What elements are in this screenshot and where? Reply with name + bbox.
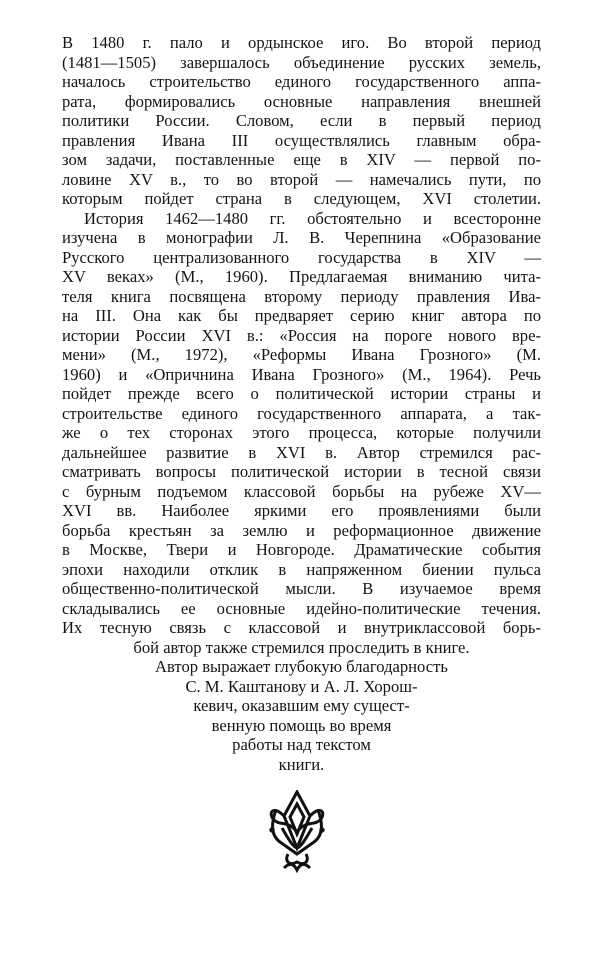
text-line: политики России. Словом, если в первый период [62, 111, 541, 130]
text-line: зом задачи, поставленные еще в XIV — первой по- [62, 150, 541, 169]
text-line: борьба крестьян за землю и реформационное движение [62, 520, 541, 540]
text-line: в Москве, Твери и Новгороде. Драматические события [62, 540, 541, 559]
text-line: же о тех сторонах этого процесса, которые получили [62, 423, 541, 442]
text-line: правления Ивана III осуществлялись главным обра- [62, 130, 541, 150]
centered-text-line: работы над текстом [232, 735, 371, 754]
text-line: сматривать вопросы политической истории в тесной связи [62, 462, 541, 481]
text-line: истории России XVI в.: «Россия на пороге нового вре- [62, 325, 541, 345]
text-line: строительстве единого государственного аппарата, а так- [62, 403, 541, 423]
centered-text-line: венную помощь во время [211, 715, 392, 735]
interlace-ornament-icon [266, 790, 328, 874]
text-line: История 1462—1480 гг. обстоятельно и всесторонне [84, 208, 541, 228]
centered-text-line: кевич, оказавшим ему сущест- [193, 696, 410, 715]
text-line: дальнейшее развитие в XVI в. Автор стремился рас- [62, 442, 541, 462]
centered-text-line: Автор выражает глубокую благодарность [155, 657, 448, 676]
text-line: общественно-политической мысли. В изучаемое время [62, 579, 541, 598]
text-line: мени» (М., 1972), «Реформы Ивана Грозного» (М. [62, 345, 541, 364]
text-line: с бурным подъемом классовой борьбы на рубеже XV— [62, 481, 541, 501]
text-line: 1960) и «Опричнина Ивана Грозного» (М., 1964). Речь [62, 364, 541, 384]
text-line: на III. Она как бы предваряет серию книг автора по [62, 306, 541, 325]
text-line: XV веках» (М., 1960). Предлагаемая вниманию чита- [62, 267, 541, 286]
text-line: ловине XV в., то во второй — намечались пути, по [62, 169, 541, 189]
text-line: началось строительство единого государственного аппа- [62, 72, 541, 91]
text-line: В 1480 г. пало и ордынское иго. Во второй период [62, 33, 541, 52]
text-line: складывались ее основные идейно-политические течения. [62, 598, 541, 618]
text-line: изучена в монографии Л. В. Черепнина «Образование [62, 228, 541, 247]
centered-text-line: книги. [278, 754, 325, 774]
page-body [62, 33, 541, 774]
text-line: XVI вв. Наиболее яркими его проявлениями были [62, 501, 541, 520]
text-line: пойдет прежде всего о политической истории страны и [62, 384, 541, 403]
text-line: теля книга посвящена второму периоду правления Ива- [62, 286, 541, 306]
text-line: Их тесную связь с классовой и внутриклассовой борь- [62, 618, 541, 637]
centered-text-line: С. М. Каштанову и А. Л. Хорош- [185, 676, 418, 696]
text-line: (1481—1505) завершалось объединение русских земель, [62, 52, 541, 72]
text-line: Русского централизованного государства в XIV — [62, 247, 541, 267]
centered-text-line: бой автор также стремился проследить в книге. [133, 637, 470, 657]
text-line: рата, формировались основные направления внешней [62, 91, 541, 111]
text-line: эпохи находили отклик в напряженном биении пульса [62, 559, 541, 579]
text-line: которым пойдет страна в следующем, XVI столетии. [62, 189, 541, 208]
